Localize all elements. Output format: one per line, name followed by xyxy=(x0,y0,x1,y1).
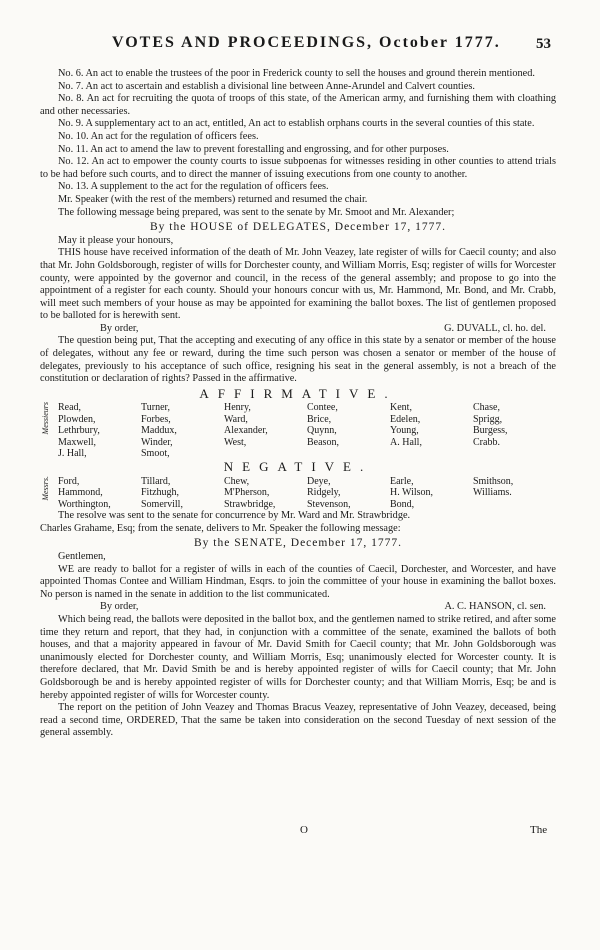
paragraph: No. 10. An act for the regulation of officers fees. xyxy=(58,130,259,142)
paragraph: Which being read, the ballots were deposited in the ballot box, and the gentlemen named to strike retired, and after some time they return and report, that they had, in conjunction with a committee of the senate, examined the ballots of both houses, and that a majority appeared in favour of Mr. David Smith for Caecil county; that Mr. John Goldsborough was unanimously elected for Dorchester county, and William Morris, Esq; unanimously elected for Worcester county. It is therefore declared, that Mr. David Smith be and is hereby appointed register of wills for Caecil county; that Mr. John Goldsborough be and is hereby appointed register of wills for Dorchester county; and that William Morris, Esq; be and is hereby appointed register of wills for Worcester county. xyxy=(40,614,556,701)
paragraph: No. 9. A supplementary act to an act, entitled, An act to establish orphans courts in the several counties of this state. xyxy=(58,118,535,130)
house-message-text: THIS house have received information of the death of Mr. John Veazey, late register of wills for Caecil county; and also that Mr. John Goldsborough, register of wills for Dorchester county, and William Morris, Esq; register of wills for Worcester county, were appointed by the governor and council, in the recess of the general assembly; and propose to go into the appointment of a register for each county. Should your honours concur with us, Mr. Hammond, Mr. Bond, and Mr. Crabb, will meet such members of your house as may be appointed for examining the ballot boxes. The list of gentlemen proposed to be balloted for is herewith sent. xyxy=(40,247,556,322)
member-name: Burgess, xyxy=(473,425,508,437)
paragraph: No. 8. An act for recruiting the quota of troops of this state, of the American army, and furnishing them with cloathing and other necessaries. xyxy=(40,93,556,117)
member-name: Beason, xyxy=(307,436,339,448)
catchword: The xyxy=(530,824,548,836)
clerk-signature: G. DUVALL, cl. ho. del. xyxy=(444,322,546,334)
member-name: Young, xyxy=(390,425,419,437)
member-name: Deye, xyxy=(307,476,331,488)
signature-mark: O xyxy=(300,824,308,836)
senate-message-signature xyxy=(40,601,556,614)
senate-message-heading: By the SENATE, December 17, 1777. xyxy=(193,537,403,550)
salutation: May it please your honours, xyxy=(58,234,174,246)
member-name: Kent, xyxy=(390,402,412,414)
member-name: Maxwell, xyxy=(58,436,97,448)
member-name: Alexander, xyxy=(224,425,268,437)
member-name: West, xyxy=(224,436,247,448)
side-label: Messieurs xyxy=(41,402,50,435)
member-name: Contee, xyxy=(307,402,338,414)
affirmative-names xyxy=(40,402,556,459)
member-name xyxy=(224,448,307,459)
side-label: Messrs. xyxy=(41,476,50,501)
member-name: Somervill, xyxy=(141,498,183,510)
page-footer xyxy=(0,824,600,844)
paragraph: Mr. Speaker (with the rest of the members) returned and resumed the chair. xyxy=(58,193,368,205)
member-name: Henry, xyxy=(224,402,251,414)
page-body xyxy=(40,68,556,740)
member-name: J. Hall, xyxy=(58,448,87,460)
member-name: Ford, xyxy=(58,476,80,488)
member-name xyxy=(473,499,556,510)
clerk-signature: A. C. HANSON, cl. sen. xyxy=(444,601,546,613)
paragraph: No. 7. An act to ascertain and establish a divisional line between Anne-Arundel and Calvert counties. xyxy=(58,80,475,92)
running-title: VOTES AND PROCEEDINGS, October 1777. xyxy=(112,34,501,51)
member-name: Sprigg, xyxy=(473,413,503,425)
by-order: By order, xyxy=(100,601,139,613)
member-name: Chew, xyxy=(224,476,250,488)
member-name: Chase, xyxy=(473,402,500,414)
member-name xyxy=(390,448,473,459)
member-name: Brice, xyxy=(307,413,332,425)
member-name: Ridgely, xyxy=(307,487,341,499)
paragraph: No. 13. A supplement to the act for the regulation of officers fees. xyxy=(58,181,329,193)
house-message-heading: By the HOUSE of DELEGATES, December 17, 1777. xyxy=(149,221,447,234)
question-paragraph: The question being put, That the accepting and executing of any office in this state by a senator or member of the house of delegates, without any fee or reward, during the time such person was chosen a senator or member of the house of delegates, previously to his acceptance of such office, resigning his seat in the general assembly, is not a breach of the constitution or declaration of rights? Passed in the affirmative. xyxy=(40,335,556,385)
member-name: Crabb. xyxy=(473,436,500,448)
member-name: Strawbridge, xyxy=(224,498,276,510)
member-name: Smithson, xyxy=(473,476,514,488)
negative-names xyxy=(40,476,556,510)
member-name: Maddux, xyxy=(141,425,177,437)
paragraph: The following message being prepared, was sent to the senate by Mr. Smoot and Mr. Alexander; xyxy=(58,206,455,218)
page-header xyxy=(0,34,600,64)
member-name: Ward, xyxy=(224,413,248,425)
member-name: M'Pherson, xyxy=(224,487,270,499)
member-name: H. Wilson, xyxy=(390,487,434,499)
member-name: Stevenson, xyxy=(307,498,351,510)
paragraph: The report on the petition of John Veazey and Thomas Bracus Veazey, representative of John Veazey, deceased, being read a second time, ORDERED, That the same be taken into consideration on the second Tuesday of next session of the general assembly. xyxy=(40,702,556,739)
by-order: By order, xyxy=(100,322,139,334)
member-name: Earle, xyxy=(390,476,414,488)
member-name: Edelen, xyxy=(390,413,421,425)
member-name: Forbes, xyxy=(141,413,171,425)
member-name: Quynn, xyxy=(307,425,337,437)
senate-message-text: WE are ready to ballot for a register of wills in each of the counties of Caecil, Dorchester, and Worcester, and have appointed Thomas Contee and William Hindman, Esqrs. to join the committee of your house in examining the ballot boxes. No person is named in the senate in addition to the list communicated. xyxy=(40,563,556,600)
member-name: Read, xyxy=(58,402,82,414)
paragraph: Charles Grahame, Esq; from the senate, delivers to Mr. Speaker the following message: xyxy=(40,522,401,534)
member-name: Hammond, xyxy=(58,487,103,499)
paragraph: No. 12. An act to empower the county courts to issue subpoenas for witnesses residing in other counties to attend trials to be had before such courts, and to direct the manner of issuing executions from one county to another. xyxy=(40,156,556,180)
member-name: Plowden, xyxy=(58,413,96,425)
page-number: 53 xyxy=(536,36,551,52)
paragraph: The resolve was sent to the senate for concurrence by Mr. Ward and Mr. Strawbridge. xyxy=(58,510,411,522)
member-name: Worthington, xyxy=(58,498,111,510)
member-name xyxy=(473,448,556,459)
house-message-signature xyxy=(40,323,556,336)
member-name: Winder, xyxy=(141,436,173,448)
member-name: Lethrbury, xyxy=(58,425,100,437)
paragraph: No. 6. An act to enable the trustees of the poor in Frederick county to sell the houses and ground therein mentioned. xyxy=(58,68,535,79)
negative-heading: NEGATIVE. xyxy=(223,459,373,475)
member-name: Tillard, xyxy=(141,476,171,488)
member-name: Williams. xyxy=(473,487,512,499)
affirmative-heading: AFFIRMATIVE. xyxy=(199,385,397,401)
salutation: Gentlemen, xyxy=(58,551,106,563)
member-name: Smoot, xyxy=(141,448,170,460)
member-name: Fitzhugh, xyxy=(141,487,180,499)
member-name: Bond, xyxy=(390,498,415,510)
member-name: Turner, xyxy=(141,402,170,414)
member-name: A. Hall, xyxy=(390,436,422,448)
paragraph: No. 11. An act to amend the law to prevent forestalling and engrossing, and for other purposes. xyxy=(58,143,449,155)
member-name xyxy=(307,448,390,459)
